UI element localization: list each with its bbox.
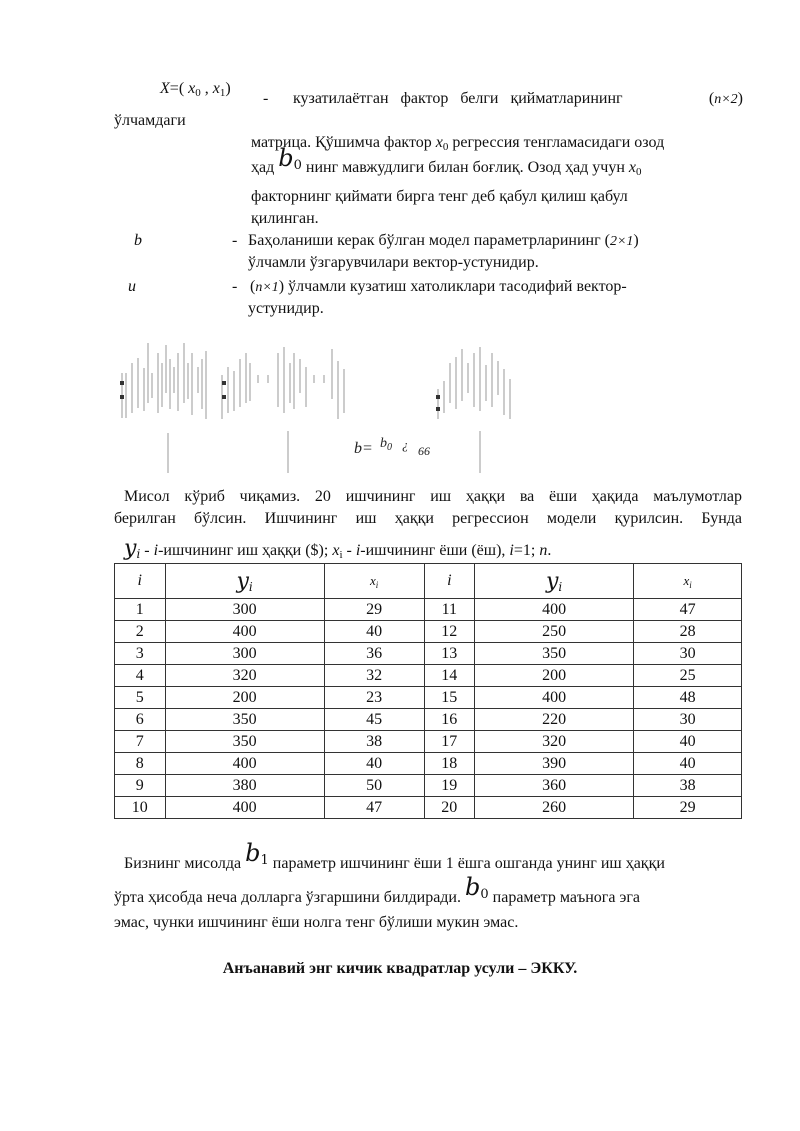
b0-symbol: $b_0$ bbox=[278, 144, 302, 173]
table-cell: 10 bbox=[115, 797, 166, 819]
table-cell: 300 bbox=[165, 599, 324, 621]
table-cell: 350 bbox=[165, 731, 324, 753]
table-cell: 47 bbox=[634, 599, 742, 621]
paren: ( bbox=[178, 80, 185, 97]
b-definition-line-1: Баҳоланиши керак бўлган модел параметрларининг (2×1) bbox=[248, 232, 639, 249]
x-definition-dash: - bbox=[263, 90, 269, 107]
equation-b0: $b_0$ bbox=[380, 436, 392, 453]
table-cell: 30 bbox=[634, 643, 742, 665]
table-cell: 320 bbox=[475, 731, 634, 753]
x-definition-text bbox=[293, 88, 743, 109]
u-definition-line-1: (n×1) ўлчамли кузатиш хатоликлари тасодифий вектор- bbox=[250, 278, 627, 295]
table-cell: 50 bbox=[324, 775, 424, 797]
table-cell: 17 bbox=[424, 731, 475, 753]
conclusion-line-1: Бизнинг мисолда $b_1$ параметр ишчининг ёши 1 ёшга ошганда унинг иш ҳаққи bbox=[124, 839, 665, 872]
table-cell: 47 bbox=[324, 797, 424, 819]
table-row bbox=[115, 731, 742, 753]
garbled-equation-image bbox=[118, 323, 538, 483]
table-cell: 25 bbox=[634, 665, 742, 687]
table-cell: 30 bbox=[634, 709, 742, 731]
b-dash: - bbox=[232, 232, 238, 249]
table-cell: 350 bbox=[475, 643, 634, 665]
example-line-1: Мисол кўриб чиқамиз. 20 ишчининг иш ҳаққи ва ёши ҳақида маълумотлар bbox=[124, 488, 742, 505]
table-row bbox=[115, 753, 742, 775]
table-cell: 16 bbox=[424, 709, 475, 731]
x-symbol: X bbox=[160, 80, 170, 97]
table-cell: 40 bbox=[634, 753, 742, 775]
table-cell: 1 bbox=[115, 599, 166, 621]
table-cell: 20 bbox=[424, 797, 475, 819]
equation-tail: 66 bbox=[418, 444, 430, 458]
matrix-line-2: ҳад $b_0$ нинг мавжудлиги билан боғлиқ. Озод ҳад учун $x_0$ bbox=[251, 144, 642, 178]
table-cell: 38 bbox=[324, 731, 424, 753]
table-cell: 28 bbox=[634, 621, 742, 643]
yi-symbol: $y_i$ bbox=[124, 536, 141, 561]
u-symbol: u bbox=[128, 278, 136, 295]
b-symbol: b bbox=[134, 232, 142, 249]
table-cell: 12 bbox=[424, 621, 475, 643]
table-cell: 390 bbox=[475, 753, 634, 775]
table-cell: 3 bbox=[115, 643, 166, 665]
example-line-2: берилган бўлсин. Ишчининг иш ҳаққи регрессион модели қурилсин. Бунда bbox=[114, 510, 742, 527]
u-definition-line-2: устунидир. bbox=[248, 300, 324, 317]
table-cell: 15 bbox=[424, 687, 475, 709]
table-cell: 29 bbox=[324, 599, 424, 621]
x0-var: $x_0$ bbox=[188, 80, 201, 99]
table-cell: 260 bbox=[475, 797, 634, 819]
table-cell: 29 bbox=[634, 797, 742, 819]
table-cell: 11 bbox=[424, 599, 475, 621]
section-heading: Анъанавий энг кичик квадратлар усули – ЭККУ. bbox=[222, 960, 578, 977]
table-cell: 14 bbox=[424, 665, 475, 687]
table-cell: 36 bbox=[324, 643, 424, 665]
table-row bbox=[115, 775, 742, 797]
table-row bbox=[115, 687, 742, 709]
table-row bbox=[115, 621, 742, 643]
header-x: $x_i$ bbox=[324, 564, 424, 599]
table-cell: 7 bbox=[115, 731, 166, 753]
table-row bbox=[115, 709, 742, 731]
header-x: $x_i$ bbox=[634, 564, 742, 599]
table-cell: 48 bbox=[634, 687, 742, 709]
conclusion-line-2: ўрта ҳисобда неча долларга ўзгаршини билдиради. $b_0$ параметр маънога эга bbox=[114, 873, 640, 906]
b0-symbol: $b_0$ bbox=[465, 873, 489, 902]
x-definition bbox=[160, 78, 231, 104]
table-row bbox=[115, 665, 742, 687]
table-cell: 5 bbox=[115, 687, 166, 709]
table-cell: 400 bbox=[475, 599, 634, 621]
table-cell: 38 bbox=[634, 775, 742, 797]
table-header-row bbox=[115, 564, 742, 599]
table-cell: 220 bbox=[475, 709, 634, 731]
table-cell: 6 bbox=[115, 709, 166, 731]
table-row bbox=[115, 797, 742, 819]
equation-b-label: b= bbox=[354, 440, 373, 457]
table-cell: 18 bbox=[424, 753, 475, 775]
table-cell: 32 bbox=[324, 665, 424, 687]
equation-mark: ¿ bbox=[402, 437, 409, 452]
matrix-line-4: қилинган. bbox=[251, 210, 319, 227]
table-row bbox=[115, 643, 742, 665]
table-cell: 40 bbox=[634, 731, 742, 753]
table-cell: 400 bbox=[165, 797, 324, 819]
table-cell: 40 bbox=[324, 621, 424, 643]
paren: ) bbox=[225, 80, 231, 97]
matrix-line-1: матрица. Қўшимча фактор $x_0$ регрессия тенгламасидаги озод bbox=[251, 134, 665, 153]
table-cell: 19 bbox=[424, 775, 475, 797]
definition-text: кузатилаётган фактор белги қийматларининг bbox=[293, 90, 623, 107]
table-cell: 320 bbox=[165, 665, 324, 687]
table-cell: 40 bbox=[324, 753, 424, 775]
header-y: $y_i$ bbox=[475, 564, 634, 599]
conclusion-line-3: эмас, чунки ишчининг ёши нолга тенг бўлиши мукин эмас. bbox=[114, 914, 519, 931]
comma: , bbox=[204, 80, 209, 97]
x1-var: $x_1$ bbox=[212, 80, 226, 99]
table-cell: 4 bbox=[115, 665, 166, 687]
header-y: $y_i$ bbox=[165, 564, 324, 599]
table-cell: 2 bbox=[115, 621, 166, 643]
b1-symbol: $b_1$ bbox=[245, 839, 269, 868]
u-dash: - bbox=[232, 278, 238, 295]
table-cell: 9 bbox=[115, 775, 166, 797]
x-definition-cont: ўлчамдаги bbox=[114, 112, 186, 129]
table-cell: 200 bbox=[165, 687, 324, 709]
table-cell: 350 bbox=[165, 709, 324, 731]
b-definition-line-2: ўлчамли ўзгарувчилари вектор-устунидир. bbox=[248, 254, 539, 271]
header-i: i bbox=[424, 564, 475, 599]
table-cell: 400 bbox=[165, 621, 324, 643]
table-cell: 23 bbox=[324, 687, 424, 709]
table-cell: 400 bbox=[475, 687, 634, 709]
table-cell: 8 bbox=[115, 753, 166, 775]
table-cell: 250 bbox=[475, 621, 634, 643]
table-cell: 13 bbox=[424, 643, 475, 665]
table-cell: 300 bbox=[165, 643, 324, 665]
table-cell: 360 bbox=[475, 775, 634, 797]
table-cell: 45 bbox=[324, 709, 424, 731]
data-table bbox=[114, 563, 742, 819]
matrix-line-3: факторнинг қиймати бирга тенг деб қабул қилиш қабул bbox=[251, 188, 628, 205]
table-row bbox=[115, 599, 742, 621]
equals-sign: = bbox=[169, 80, 179, 97]
table-cell: 200 bbox=[475, 665, 634, 687]
dimension: (n×2) bbox=[708, 90, 743, 107]
example-line-3: $y_i$ - i-ишчининг иш ҳаққи ($); $x_i$ - i-ишчининг ёши (ёш), i=1; n. bbox=[124, 536, 552, 561]
table-cell: 380 bbox=[165, 775, 324, 797]
header-i: i bbox=[115, 564, 166, 599]
table-cell: 400 bbox=[165, 753, 324, 775]
